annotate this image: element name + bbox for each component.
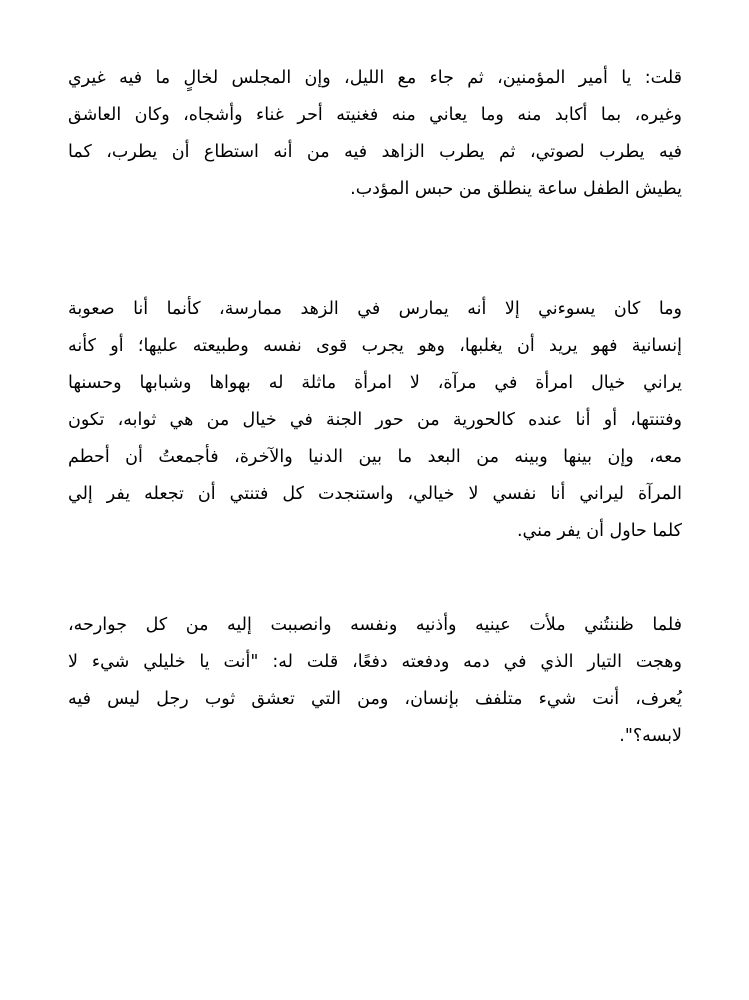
paragraph-2 bbox=[68, 291, 682, 550]
paragraph-3 bbox=[68, 607, 682, 755]
text-line: يُعرف، أنت شيء متلفف بإنسان، ومن التي تعشق ثوب رجل ليس فيه bbox=[68, 689, 682, 709]
text-line: وفتنتها، أو أنا عنده كالحورية من حور الجنة في خيال من هي ثوابه، تكون bbox=[68, 410, 682, 430]
text-line: فلما ظننتُني ملأت عينيه وأذنيه ونفسه وانصببت إليه من كل جوارحه، bbox=[68, 615, 682, 635]
text-line: كلما حاول أن يفر مني. bbox=[516, 521, 682, 541]
text-line: المرآة ليراني أنا نفسي لا خيالي، واستنجدت كل فتنتي أن تجعله يفر إلي bbox=[68, 484, 682, 504]
text-line: يطيش الطفل ساعة ينطلق من حبس المؤدب. bbox=[350, 179, 682, 199]
text-line: وما كان يسوءني إلا أنه يمارس في الزهد ممارسة، كأنما أنا صعوبة bbox=[68, 299, 682, 319]
text-line: معه، وإن بينها وبينه من البعد ما بين الدنيا والآخرة، فأجمعتُ أن أحطم bbox=[68, 447, 682, 467]
paragraph-1 bbox=[68, 60, 682, 208]
text-line: قلت: يا أمير المؤمنين، ثم جاء مع الليل، وإن المجلس لخالٍ ما فيه غيري bbox=[68, 68, 682, 88]
text-line: وغيره، بما أكابد منه وما يعاني منه فغنيته أحر غناء وأشجاه، وكان العاشق bbox=[68, 105, 682, 125]
text-line: إنسانية فهو يريد أن يغلبها، وهو يجرب قوى نفسه وطبيعته عليها؛ أو كأنه bbox=[68, 336, 682, 356]
text-line: وهجت التيار الذي في دمه ودفعته دفعًا، قلت له: "أنت يا خليلي شيء لا bbox=[68, 652, 682, 672]
text-line: يراني خيال امرأة في مرآة، لا امرأة ماثلة له بهواها وشبابها وحسنها bbox=[68, 373, 682, 393]
text-line: فيه يطرب لصوتي، ثم يطرب الزاهد فيه من أنه استطاع أن يطرب، كما bbox=[68, 142, 682, 162]
text-line: لابسه؟". bbox=[619, 726, 682, 746]
